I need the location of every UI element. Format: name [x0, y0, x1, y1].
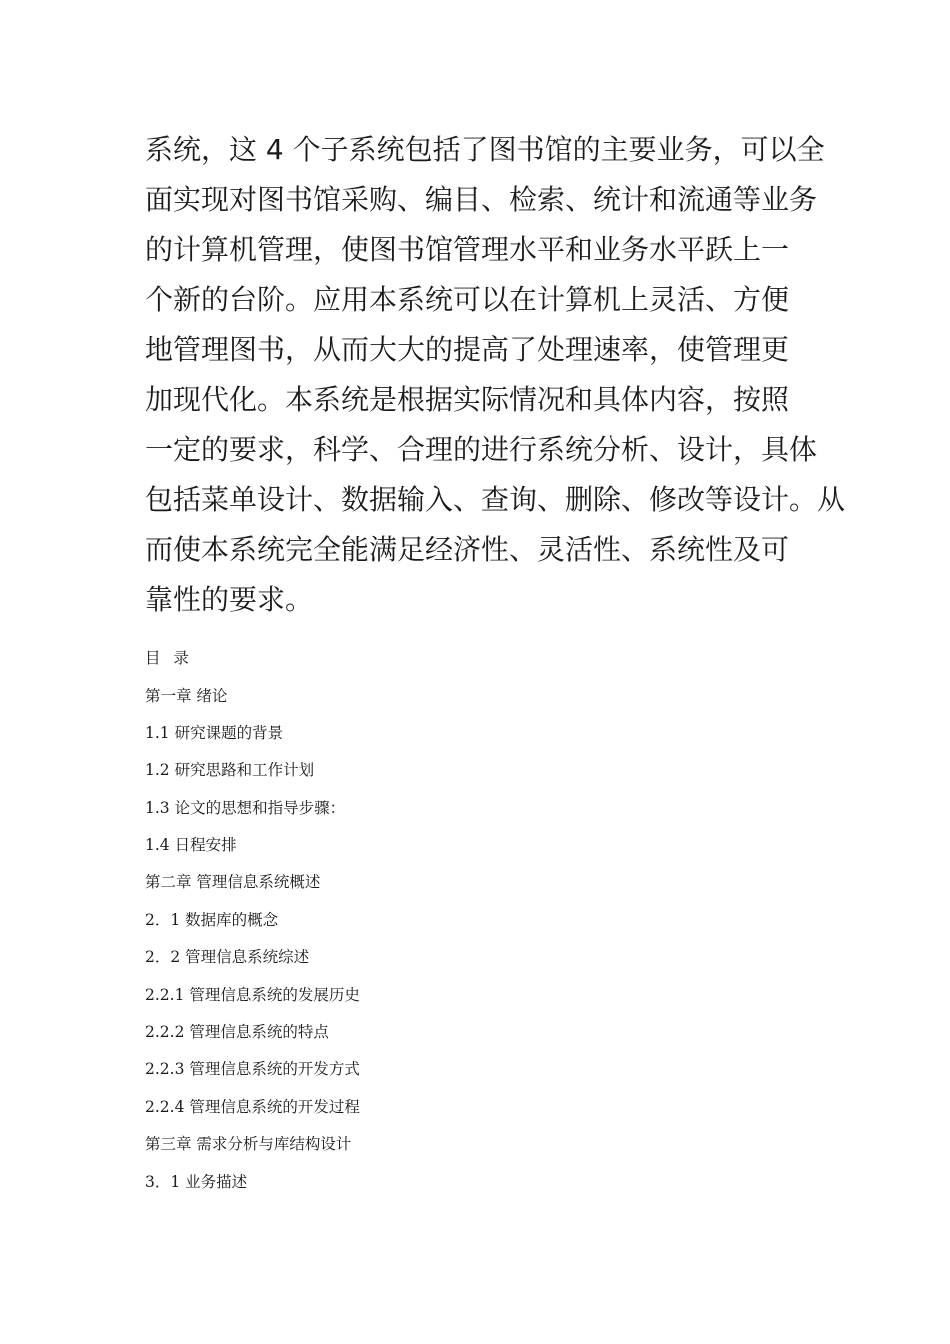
body-line: 系统，这 4 个子系统包括了图书馆的主要业务，可以全 [145, 133, 825, 166]
toc-item: 第三章 需求分析与库结构设计 [145, 1135, 352, 1154]
toc-item: 3．1 业务描述 [145, 1172, 248, 1191]
body-line: 的计算机管理，使图书馆管理水平和业务水平跃上一 [145, 233, 790, 266]
toc-title: 目 录 [145, 649, 193, 667]
toc-item: 2．2 管理信息系统综述 [145, 948, 310, 967]
body-paragraph [145, 125, 846, 625]
toc-item: 1.3 论文的思想和指导步骤： [145, 798, 346, 817]
toc-item: 2.2.2 管理信息系统的特点 [145, 1023, 329, 1042]
toc-item: 2.2.1 管理信息系统的发展历史 [145, 985, 360, 1004]
toc-item: 2.2.4 管理信息系统的开发过程 [145, 1097, 360, 1116]
body-line: 面实现对图书馆采购、编目、检索、统计和流通等业务 [145, 183, 818, 216]
body-line: 一定的要求，科学、合理的进行系统分析、设计，具体 [145, 433, 818, 466]
toc-item: 1.1 研究课题的背景 [145, 723, 284, 742]
toc-item: 2．1 数据库的概念 [145, 910, 279, 929]
body-line: 个新的台阶。应用本系统可以在计算机上灵活、方便 [145, 283, 790, 316]
body-line: 地管理图书，从而大大的提高了处理速率，使管理更 [145, 333, 790, 366]
toc-item: 第一章 绪论 [145, 686, 228, 705]
table-of-contents [145, 643, 810, 1204]
body-line: 包括菜单设计、数据输入、查询、删除、修改等设计。从 [145, 483, 846, 516]
toc-item: 2.2.3 管理信息系统的开发方式 [145, 1060, 360, 1079]
toc-item: 1.2 研究思路和工作计划 [145, 761, 315, 780]
body-line: 靠性的要求。 [145, 583, 314, 616]
body-line: 加现代化。本系统是根据实际情况和具体内容，按照 [145, 383, 790, 416]
toc-item: 第二章 管理信息系统概述 [145, 873, 321, 892]
toc-item: 1.4 日程安排 [145, 836, 237, 855]
body-line: 而使本系统完全能满足经济性、灵活性、系统性及可 [145, 533, 790, 566]
